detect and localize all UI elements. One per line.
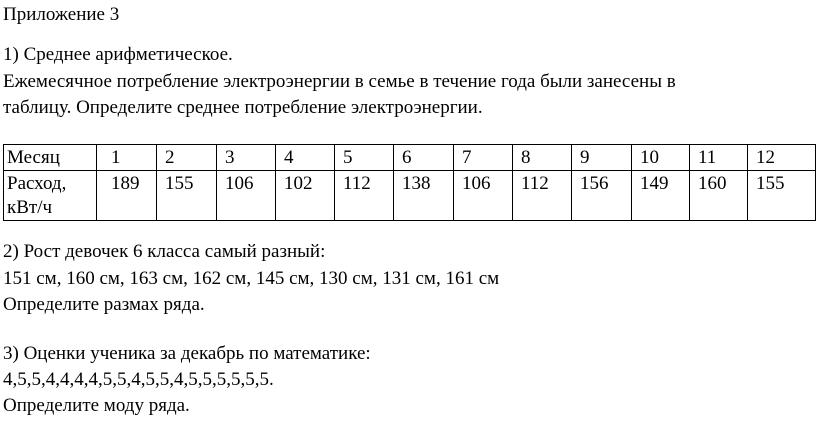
table-cell-month: 11 — [690, 145, 748, 171]
table-cell-month: 4 — [276, 145, 335, 171]
table-cell-value: 106 — [454, 171, 513, 221]
table-row-months — [4, 145, 816, 171]
table-cell-month: 3 — [217, 145, 276, 171]
table-cell-month: 6 — [394, 145, 454, 171]
table-header-consumption — [4, 171, 97, 221]
consumption-table — [3, 144, 816, 221]
consumption-label-line1: Расход, — [7, 173, 67, 194]
task2-values: 151 см, 160 см, 163 см, 162 см, 145 см, 130 см, 131 см, 161 см — [3, 268, 500, 289]
task3-question: Определите моду ряда. — [3, 395, 190, 416]
table-cell-month: 5 — [335, 145, 394, 171]
task3-title: 3) Оценки ученика за декабрь по математике: — [3, 343, 371, 364]
table-cell-value: 155 — [748, 171, 816, 221]
table-cell-value: 112 — [513, 171, 572, 221]
table-cell-value: 155 — [157, 171, 217, 221]
table-cell-value: 138 — [394, 171, 454, 221]
task1-title: 1) Среднее арифметическое. — [3, 44, 233, 65]
table-row-consumption — [4, 171, 816, 221]
appendix-header: Приложение 3 — [3, 4, 120, 25]
table-cell-month: 2 — [157, 145, 217, 171]
table-cell-value: 106 — [217, 171, 276, 221]
table-cell-month: 10 — [632, 145, 690, 171]
task3-values: 4,5,5,4,4,4,4,5,5,4,5,5,4,5,5,5,5,5,5. — [3, 369, 274, 390]
table-cell-month: 1 — [97, 145, 157, 171]
task1-text-line1: Ежемесячное потребление электроэнергии в семье в течение года были занесены в — [3, 71, 676, 92]
task2-title: 2) Рост девочек 6 класса самый разный: — [3, 241, 326, 262]
table-cell-month: 9 — [572, 145, 632, 171]
task1-text-line2: таблицу. Определите среднее потребление электроэнергии. — [3, 97, 483, 118]
task2-question: Определите размах ряда. — [3, 294, 205, 315]
table-cell-value: 156 — [572, 171, 632, 221]
consumption-label-line2: кВт/ч — [7, 197, 53, 218]
table-cell-value: 189 — [97, 171, 157, 221]
table-cell-value: 112 — [335, 171, 394, 221]
table-cell-value: 160 — [690, 171, 748, 221]
table-header-month: Месяц — [4, 145, 97, 171]
table-cell-value: 102 — [276, 171, 335, 221]
table-cell-month: 12 — [748, 145, 816, 171]
table-cell-month: 8 — [513, 145, 572, 171]
table-cell-month: 7 — [454, 145, 513, 171]
table-cell-value: 149 — [632, 171, 690, 221]
